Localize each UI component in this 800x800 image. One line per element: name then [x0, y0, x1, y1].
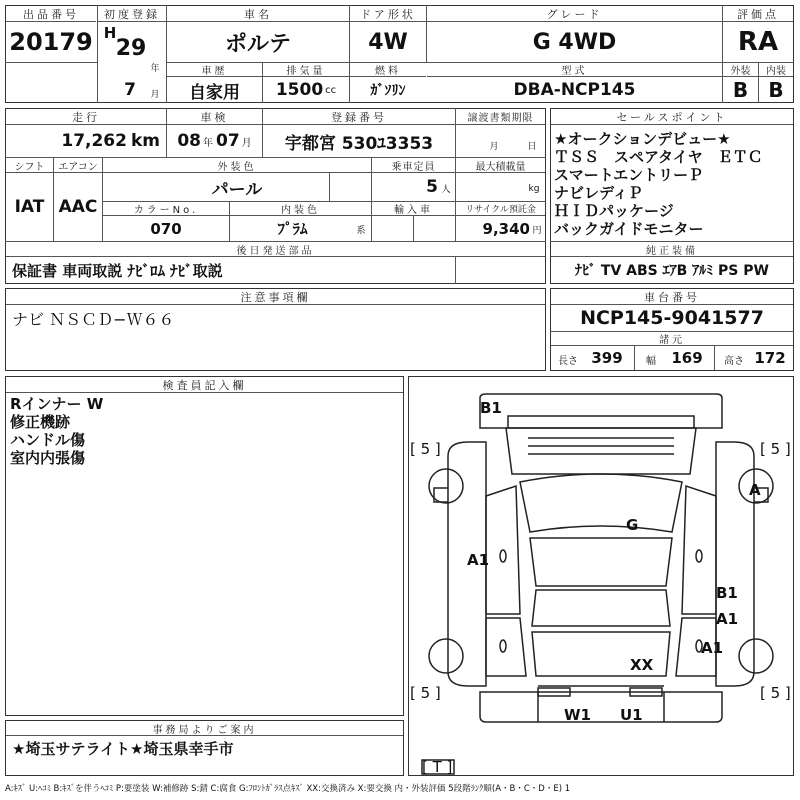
car-diagram [408, 376, 794, 776]
mark-a1-right-rear: A1 [701, 639, 724, 657]
doc-deadline-label: 譲渡書類期限 [456, 109, 545, 125]
model-label: 型式 [427, 63, 722, 77]
mileage-unit: km [130, 131, 160, 151]
inspector-notes [10, 395, 103, 467]
lot-no: 20179 [9, 28, 93, 56]
sales-points-label: セールスポイント [551, 109, 793, 125]
int-color-unit: 系 [356, 225, 366, 236]
capacity-unit: 人 [441, 184, 451, 195]
width: 169 [671, 349, 703, 367]
score-label: 評価点 [723, 6, 793, 22]
insp-month-unit: 月 [241, 137, 252, 149]
chassis-label: 車台番号 [551, 289, 793, 305]
ext-color: パール [211, 179, 263, 200]
later-items: 保証書 車両取説 ﾅﾋﾞﾛﾑ ﾅﾋﾞ取説 [12, 261, 223, 280]
ext-label: 外装 [723, 63, 758, 77]
sales-point: ＨＩＤパッケージ [554, 202, 674, 220]
tire-fl [429, 469, 463, 503]
inspector-line: Rインナー W [10, 395, 104, 413]
insp-year: 08 [177, 131, 201, 151]
ext-score: B [732, 78, 749, 102]
lot-no-label: 出品番号 [6, 6, 96, 22]
mileage-value: 17,262 [61, 131, 127, 151]
office-text: ★埼玉サテライト★埼玉県幸手市 [12, 739, 234, 758]
insp-year-unit: 年 [203, 137, 213, 149]
mark-a-right-tire: A [749, 481, 761, 499]
sales-point: スマートエントリーＰ [554, 166, 704, 184]
load-label: 最大積載量 [456, 158, 545, 173]
capacity: 5 [426, 177, 438, 197]
rear-glass [532, 590, 670, 626]
recycle: 9,340 [482, 219, 530, 238]
recycle-unit: 円 [532, 225, 542, 236]
equipment-label: 純正装備 [551, 242, 793, 257]
int-color: ﾌﾟﾗﾑ [277, 220, 308, 238]
model: DBA-NCP145 [513, 80, 636, 100]
int-score: B [768, 78, 784, 102]
door-label: ドア形状 [350, 6, 426, 22]
fuel-label: 燃料 [350, 63, 426, 77]
shift: IAT [14, 197, 45, 217]
car-name: ポルテ [224, 31, 291, 57]
grade-label: グレード [427, 6, 722, 22]
era: H [103, 24, 117, 42]
history: 自家用 [189, 82, 240, 103]
month-unit: 月 [150, 89, 160, 100]
car-name-label: 車名 [167, 6, 349, 22]
tire-rr [739, 639, 773, 673]
mark-a1-right-door: A1 [716, 610, 739, 628]
reg-year: 29 [115, 35, 147, 61]
mark-xx-hatch: XX [630, 656, 654, 674]
later-items-label: 後日発送部品 [6, 242, 545, 257]
hood [506, 428, 696, 474]
doc-month-unit: 月 [489, 141, 499, 152]
office-label: 事務局よりご案内 [6, 721, 403, 736]
mark-u1-bumper: U1 [620, 706, 643, 724]
doc-day-unit: 日 [527, 141, 537, 152]
sales-point: バックガイドモニター [554, 220, 704, 238]
load-unit: kg [528, 184, 540, 194]
length: 399 [591, 349, 623, 367]
height-label: 高さ [724, 355, 744, 367]
tire-tread-rl: [ 5 ] [410, 684, 441, 702]
notes-text: ナビ ＮＳＣＤ−Ｗ６６ [12, 309, 175, 329]
mark-b1-front: B1 [480, 399, 502, 417]
mark-b1-right-door: B1 [716, 584, 738, 602]
color-no-label: カラーNo. [103, 202, 229, 216]
history-label: 車歴 [167, 63, 262, 77]
inspector-line: 修正機跡 [10, 413, 71, 431]
width-label: 幅 [646, 355, 656, 367]
int-label: 内装 [759, 63, 793, 77]
score: RA [737, 27, 779, 57]
door: 4W [368, 29, 408, 55]
sales-point: ナビレディＰ [554, 184, 643, 202]
insp-month: 07 [216, 131, 240, 151]
mileage [6, 125, 166, 157]
color-no: 070 [150, 219, 182, 238]
tire-rl [429, 639, 463, 673]
capacity-label: 乗車定員 [372, 158, 455, 173]
shift-label: シフト [6, 158, 53, 173]
recycle-label: リサイクル預託金 [456, 202, 545, 216]
tire-tread-fr: [ 5 ] [760, 440, 791, 458]
reg-no-label: 登録番号 [263, 109, 455, 125]
notes-label: 注意事項欄 [6, 289, 545, 305]
mark-g-windshield: G [626, 516, 639, 534]
rear-bumper [480, 692, 722, 722]
ext-color-label: 外装色 [103, 158, 371, 173]
int-color-label: 内装色 [230, 202, 371, 216]
import-label: 輸入車 [372, 202, 455, 216]
mark-a1-left-door: A1 [467, 551, 490, 569]
inspection [167, 125, 262, 157]
year-unit: 年 [150, 63, 160, 74]
tire-tread-fl: [ 5 ] [410, 440, 441, 458]
inspector-line: 室内内張傷 [10, 449, 86, 467]
inspector-label: 検査員記入欄 [6, 377, 403, 393]
tire-tread-rr: [ 5 ] [760, 684, 791, 702]
windshield [520, 474, 682, 532]
chassis-number: NCP145-9041577 [580, 307, 764, 329]
sales-point: ★オークションデビュー★ [554, 130, 731, 148]
legend: A:ｷｽﾞ U:ﾍｺﾐ B:ｷｽﾞを伴うﾍｺﾐ P:要塗装 W:補修跡 S:錆 C:腐食 G:ﾌﾛﾝﾄｶﾞﾗｽ点ｷｽﾞ XX:交換済み X:要交換 内・外装評価 5段階ﾗﾝｸ順(A・B・C・D・E) 1 [5, 784, 571, 794]
displacement-unit: cc [325, 84, 337, 96]
equipment: ﾅﾋﾞ TV ABS ｴｱB ｱﾙﾐ PS PW [575, 263, 769, 279]
ac-label: エアコン [54, 158, 102, 173]
inspector-line: ハンドル傷 [10, 431, 86, 449]
ac: AAC [58, 197, 98, 217]
inspection-label: 車検 [167, 109, 262, 125]
first-reg-label: 初度登録 [98, 6, 166, 22]
grade: G 4WD [532, 29, 617, 55]
displacement-label: 排気量 [263, 63, 349, 77]
spec-label: 諸元 [551, 332, 793, 346]
roof [530, 538, 672, 586]
reg-month: 7 [124, 80, 136, 100]
length-label: 長さ [558, 355, 578, 367]
height: 172 [754, 349, 786, 367]
displacement-value: 1500 [275, 80, 324, 100]
displacement [263, 77, 349, 103]
mileage-label: 走行 [6, 109, 166, 125]
sales-points-list [554, 130, 790, 238]
sales-point: ＴＳＳ スペアタイヤ ＥＴＣ [554, 148, 763, 166]
fuel: ｶﾞｿﾘﾝ [370, 83, 406, 99]
front-bumper [480, 394, 722, 428]
reg-no: 宇都宮 530ﾕ3353 [284, 133, 434, 154]
mark-w1-bumper: W1 [564, 706, 591, 724]
spare-tire: [ T ] [422, 758, 453, 776]
